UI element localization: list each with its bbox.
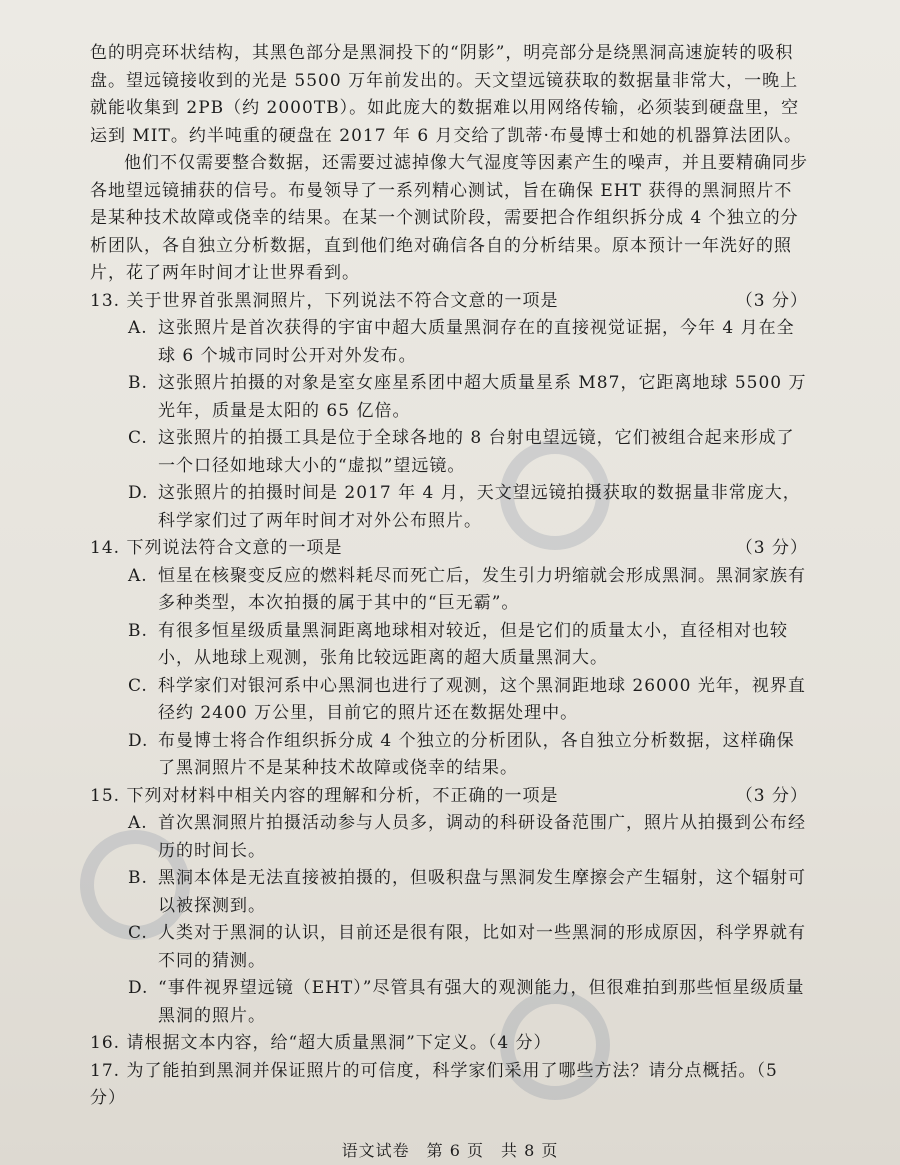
option-text: 布曼博士将合作组织拆分成 4 个独立的分析团队，各自独立分析数据，这样确保了黑洞照片不是某种技术故障或侥幸的结果。 bbox=[158, 730, 795, 778]
option-b bbox=[128, 618, 810, 673]
option-c bbox=[128, 425, 810, 480]
question-header bbox=[90, 288, 810, 316]
option-a bbox=[128, 315, 810, 370]
option-text: 这张照片是首次获得的宇宙中超大质量黑洞存在的直接视觉证据，今年 4 月在全球 6 个城市同时公开对外发布。 bbox=[158, 318, 795, 366]
option-letter: B. bbox=[128, 868, 148, 888]
option-b bbox=[128, 865, 810, 920]
option-text: 人类对于黑洞的认识，目前还是很有限，比如对一些黑洞的形成原因，科学界就有不同的猜测。 bbox=[158, 923, 806, 971]
question-17: 17. 为了能拍到黑洞并保证照片的可信度，科学家们采用了哪些方法？请分点概括。（5 分） bbox=[90, 1060, 778, 1108]
option-letter: D. bbox=[128, 730, 149, 751]
page-footer: 语文试卷 第 6 页 共 8 页 bbox=[341, 1141, 559, 1160]
option-a bbox=[128, 810, 810, 865]
option-d bbox=[128, 728, 810, 783]
option-letter: A. bbox=[128, 813, 148, 833]
option-text: 黑洞本体是无法直接被拍摄的，但吸积盘与黑洞发生摩擦会产生辐射，这个辐射可以被探测到。 bbox=[158, 868, 806, 916]
option-text: “事件视界望远镜（EHT）”尽管具有强大的观测能力，但很难拍到那些恒星级质量黑洞的照片。 bbox=[158, 978, 805, 1026]
option-text: 这张照片的拍摄时间是 2017 年 4 月，天文望远镜拍摄获取的数据量非常庞大，科学家们过了两年时间才对外公布照片。 bbox=[158, 483, 801, 531]
option-text: 恒星在核聚变反应的燃料耗尽而死亡后，发生引力坍缩就会形成黑洞。黑洞家族有多种类型，本次拍摄的属于其中的“巨无霸”。 bbox=[158, 565, 806, 613]
question-score: （3 分） bbox=[735, 785, 808, 806]
option-text: 这张照片拍摄的对象是室女座星系团中超大质量星系 M87，它距离地球 5500 万光年，质量是太阳的 65 亿倍。 bbox=[158, 373, 807, 421]
option-c bbox=[128, 673, 810, 728]
question-16: 16. 请根据文本内容，给“超大质量黑洞”下定义。（4 分） bbox=[90, 1033, 552, 1053]
question-score: （3 分） bbox=[735, 538, 808, 558]
option-b bbox=[128, 370, 810, 425]
option-letter: D. bbox=[128, 483, 149, 503]
option-letter: D. bbox=[128, 978, 149, 998]
option-letter: C. bbox=[128, 675, 148, 696]
option-letter: C. bbox=[128, 923, 148, 943]
question-15 bbox=[90, 783, 810, 1031]
option-c bbox=[128, 920, 810, 975]
passage-paragraph: 他们不仅需要整合数据，还需要过滤掉像大气湿度等因素产生的噪声，并且要精确同步各地望远镜捕获的信号。布曼领导了一系列精心测试，旨在确保 EHT 获得的黑洞照片不是某种技术故障或侥幸的结果。在某一个测试阶段，需要把合作组织拆分成 4 个独立的分析团队，各自独立分析数据，直到他们绝对确信各自的分析结果。原本预计一年洗好的照片，花了两年时间才让世界看到。 bbox=[90, 153, 808, 283]
question-stem: 13. 关于世界首张黑洞照片，下列说法不符合文意的一项是 bbox=[90, 290, 559, 311]
question-header bbox=[90, 535, 810, 563]
question-13 bbox=[90, 288, 810, 536]
option-text: 科学家们对银河系中心黑洞也进行了观测，这个黑洞距地球 26000 光年，视界直径约 2400 万公里，目前它的照片还在数据处理中。 bbox=[158, 675, 806, 723]
question-14 bbox=[90, 535, 810, 783]
option-letter: A. bbox=[128, 318, 148, 338]
option-letter: A. bbox=[128, 565, 148, 586]
option-letter: B. bbox=[128, 620, 148, 641]
question-stem: 15. 下列对材料中相关内容的理解和分析，不正确的一项是 bbox=[90, 785, 559, 806]
question-stem: 14. 下列说法符合文意的一项是 bbox=[90, 538, 343, 558]
option-d bbox=[128, 480, 810, 535]
passage-paragraph: 色的明亮环状结构，其黑色部分是黑洞投下的“阴影”，明亮部分是绕黑洞高速旋转的吸积盘。望远镜接收到的光是 5500 万年前发出的。天文望远镜获取的数据量非常大，一晚上就能收集到 2PB（约 2000TB）。如此庞大的数据难以用网络传输，必须装到硬盘里，空运到 MIT。约半吨重的硬盘在 2017 年 6 月交给了凯蒂·布曼博士和她的机器算法团队。 bbox=[90, 43, 802, 146]
option-a bbox=[128, 563, 810, 618]
option-d bbox=[128, 975, 810, 1030]
question-header bbox=[90, 783, 810, 811]
option-text: 首次黑洞照片拍摄活动参与人员多，调动的科研设备范围广，照片从拍摄到公布经历的时间长。 bbox=[158, 813, 806, 861]
option-text: 这张照片的拍摄工具是位于全球各地的 8 台射电望远镜，它们被组合起来形成了一个口径如地球大小的“虚拟”望远镜。 bbox=[158, 428, 795, 476]
option-text: 有很多恒星级质量黑洞距离地球相对较近，但是它们的质量太小，直径相对也较小，从地球上观测，张角比较远距离的超大质量黑洞大。 bbox=[158, 620, 788, 668]
option-letter: C. bbox=[128, 428, 148, 448]
option-letter: B. bbox=[128, 373, 148, 393]
exam-content bbox=[90, 40, 810, 1113]
question-score: （3 分） bbox=[735, 290, 808, 311]
